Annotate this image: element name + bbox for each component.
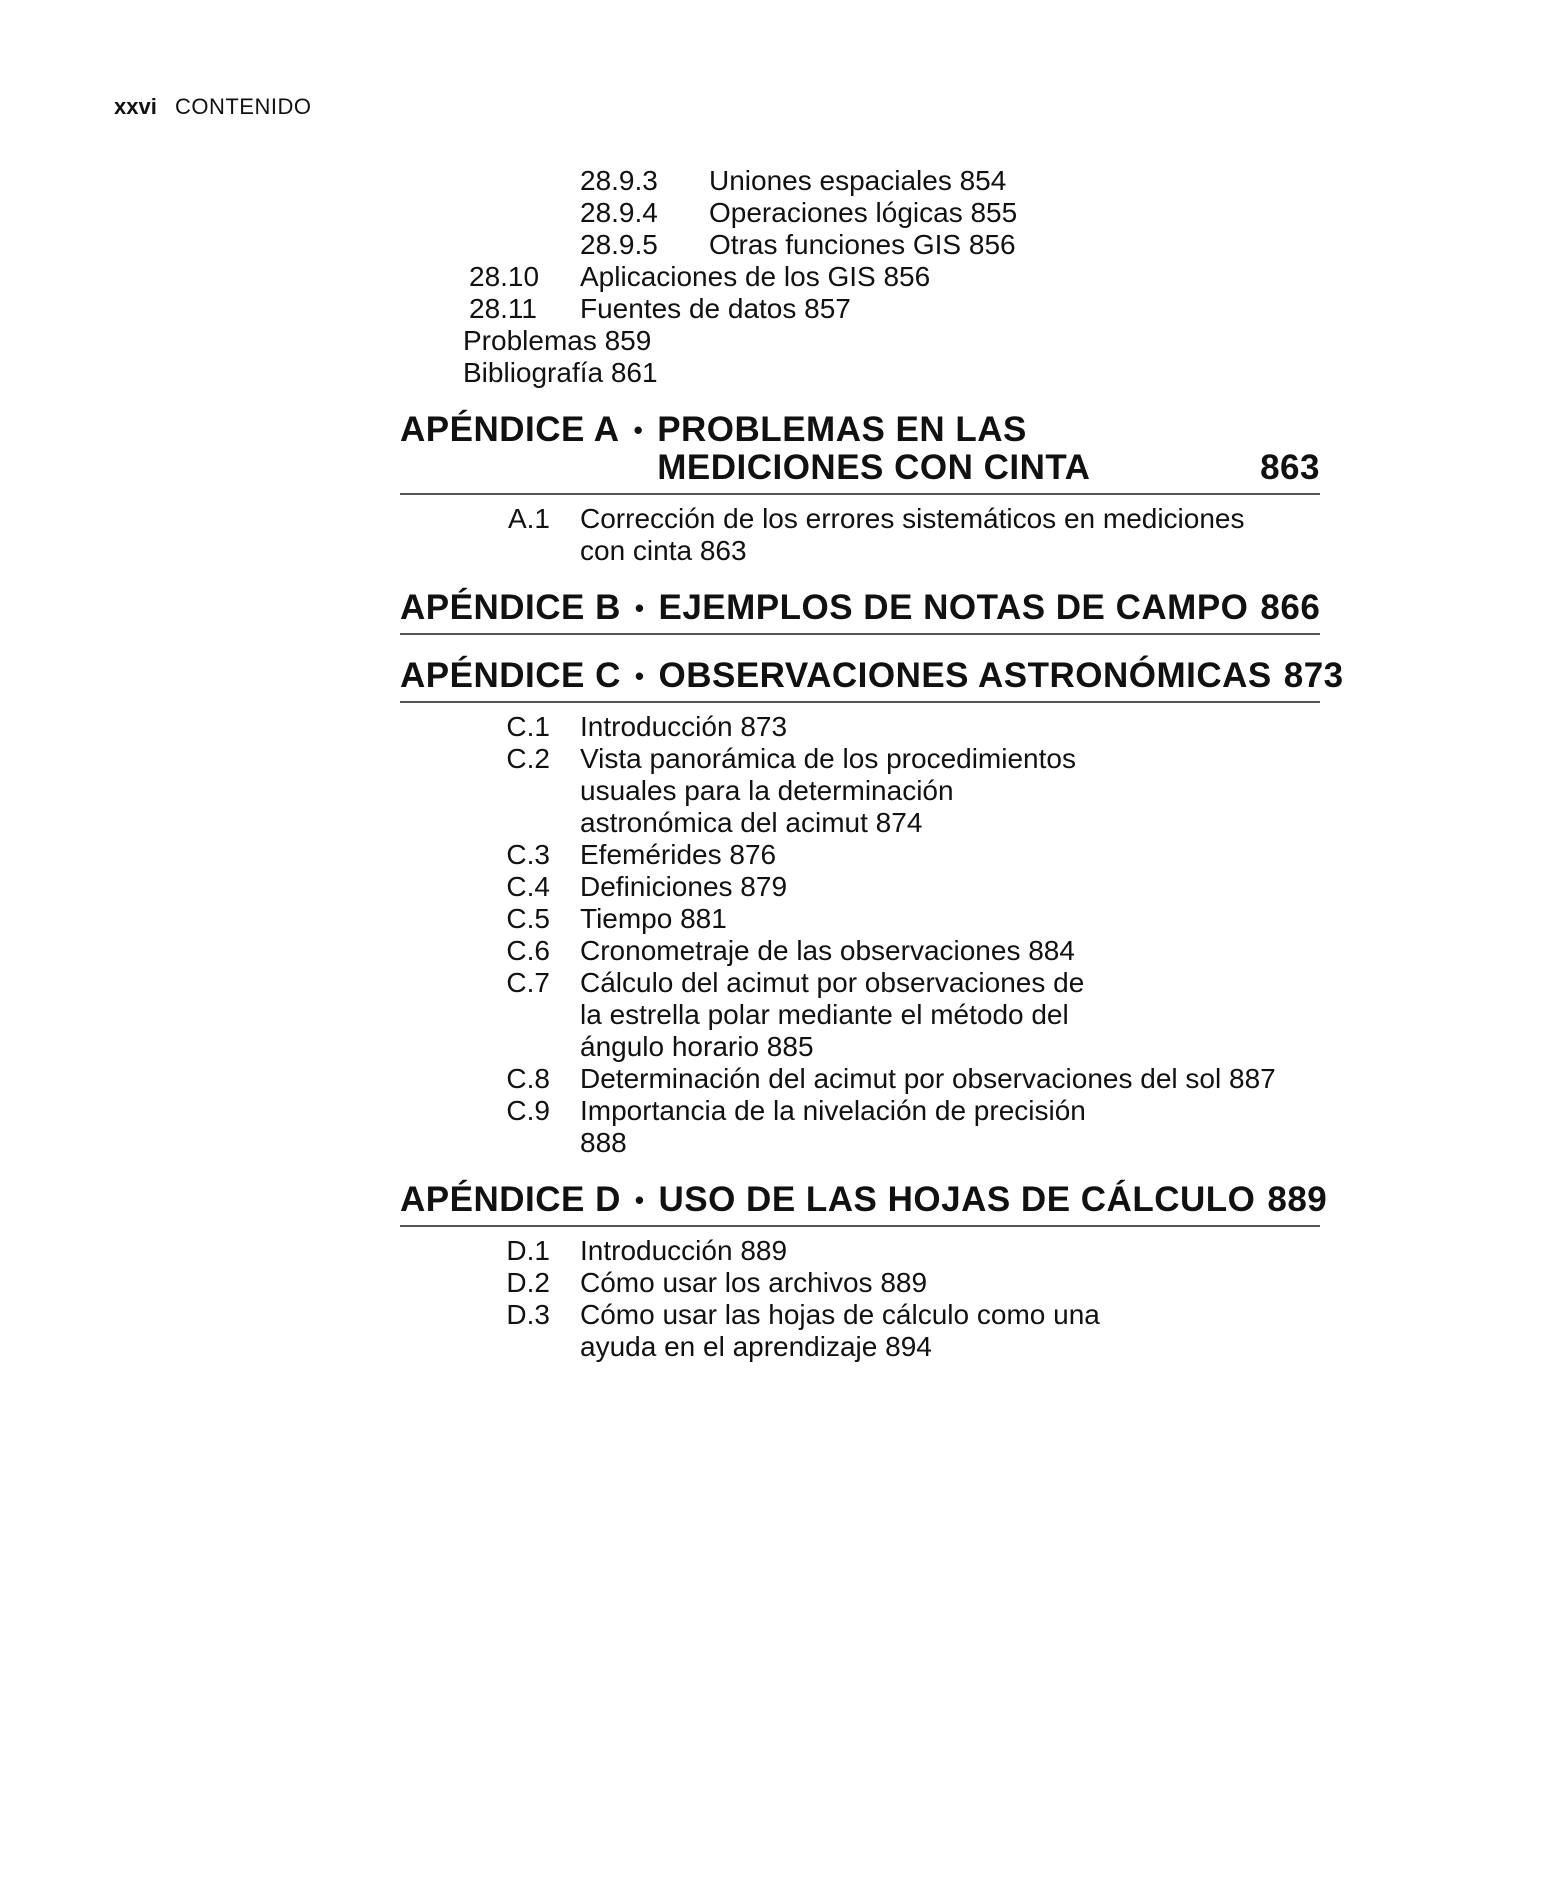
entry-number: D.2 xyxy=(506,1267,550,1298)
appendices-list xyxy=(400,410,1344,1363)
appendix-page: 866 xyxy=(1260,588,1321,627)
toc-entry xyxy=(400,1095,1320,1159)
toc-entry xyxy=(400,1235,1320,1267)
toc-entry xyxy=(400,711,1320,743)
appendix-entries xyxy=(400,1235,1320,1363)
appendix-label: APÉNDICE D xyxy=(400,1180,621,1219)
entry-number: 28.9.4 xyxy=(580,197,658,228)
entry-text: Efemérides 876 xyxy=(580,839,777,870)
toc-entry xyxy=(400,1299,1320,1363)
appendix-heading-line xyxy=(400,449,1320,487)
entry-number: A.1 xyxy=(507,503,550,534)
toc-entry xyxy=(400,743,1320,839)
toc-entry xyxy=(400,503,1320,567)
entry-text: Operaciones lógicas 855 xyxy=(709,197,1018,228)
entry-text: Aplicaciones de los GIS 856 xyxy=(580,261,931,292)
table-of-contents xyxy=(400,165,1344,1363)
page-number: xxvi xyxy=(114,94,157,119)
entry-text: Vista panorámica de los procedimientos usuales para la determinación astronómica del acimut 874 xyxy=(580,743,1076,838)
toc-entry xyxy=(400,935,1320,967)
bullet-icon: • xyxy=(634,1185,645,1215)
entry-text: Determinación del acimut por observaciones del sol 887 xyxy=(580,1063,1276,1094)
bullet-icon: • xyxy=(634,661,645,691)
entry-number: 28.9.5 xyxy=(580,229,658,260)
appendix-page: 873 xyxy=(1283,656,1344,695)
toc-entry xyxy=(400,1063,1320,1095)
entry-text: Cálculo del acimut por observaciones de la estrella polar mediante el método del ángulo horario 885 xyxy=(580,967,1085,1062)
entry-text: Introducción 873 xyxy=(580,711,788,742)
entry-number: D.1 xyxy=(506,1235,550,1266)
appendix-heading xyxy=(400,656,1344,703)
entry-number: C.8 xyxy=(506,1063,550,1094)
entry-text: Fuentes de datos 857 xyxy=(580,293,851,324)
entry-number: C.1 xyxy=(506,711,550,742)
entry-text: Importancia de la nivelación de precisión 888 xyxy=(580,1095,1086,1158)
bullet-icon: • xyxy=(634,593,645,623)
entry-number: C.9 xyxy=(506,1095,550,1126)
entry-text: Cronometraje de las observaciones 884 xyxy=(580,935,1075,966)
toc-entry xyxy=(400,903,1320,935)
appendix-title: OBSERVACIONES ASTRONÓMICAS xyxy=(658,656,1272,695)
entry-text: Otras funciones GIS 856 xyxy=(709,229,1016,260)
toc-entry xyxy=(400,197,1320,229)
appendix-heading-line xyxy=(400,589,1320,627)
toc-entry xyxy=(400,871,1320,903)
entry-number: C.6 xyxy=(506,935,550,966)
entry-number: 28.11 xyxy=(469,293,537,324)
appendix-heading-line xyxy=(400,1180,1328,1219)
entry-text: Bibliografía 861 xyxy=(463,357,658,388)
entry-text: Introducción 889 xyxy=(580,1235,788,1266)
appendix-heading xyxy=(400,589,1320,635)
appendix-label: APÉNDICE B xyxy=(400,588,621,627)
entry-text: Problemas 859 xyxy=(463,325,652,356)
entry-text: Tiempo 881 xyxy=(580,903,727,934)
appendix-title: EJEMPLOS DE NOTAS DE CAMPO xyxy=(658,588,1249,627)
entry-number: C.2 xyxy=(506,743,550,774)
section-title: CONTENIDO xyxy=(174,94,312,119)
appendix-heading xyxy=(400,411,1320,495)
entry-text: Corrección de los errores sistemáticos en mediciones con cinta 863 xyxy=(580,503,1245,566)
entry-text: Uniones espaciales 854 xyxy=(709,165,1007,196)
appendix-heading xyxy=(400,1180,1328,1227)
appendix-title: USO DE LAS HOJAS DE CÁLCULO xyxy=(658,1180,1256,1219)
entry-number: C.4 xyxy=(506,871,550,902)
appendix-entries xyxy=(400,503,1320,567)
appendix-label: APÉNDICE C xyxy=(400,656,621,695)
toc-entry xyxy=(400,293,1320,325)
running-head xyxy=(114,94,311,120)
appendix-d xyxy=(400,1180,1328,1363)
entry-text: Definiciones 879 xyxy=(580,871,788,902)
appendix-c xyxy=(400,656,1344,1159)
toc-entry xyxy=(400,967,1320,1063)
entry-number: D.3 xyxy=(506,1299,550,1330)
entry-text: Cómo usar los archivos 889 xyxy=(580,1267,928,1298)
toc-entry xyxy=(400,229,1320,261)
entry-number: C.3 xyxy=(506,839,550,870)
leading-entries xyxy=(400,165,1320,389)
bullet-icon: • xyxy=(633,415,644,445)
appendix-entries xyxy=(400,711,1320,1159)
appendix-title: MEDICIONES CON CINTA xyxy=(657,448,1091,487)
toc-entry xyxy=(400,261,1320,293)
toc-entry xyxy=(400,1267,1320,1299)
toc-entry xyxy=(400,165,1320,197)
entry-number: C.5 xyxy=(506,903,550,934)
appendix-heading-line xyxy=(400,411,1320,449)
appendix-page: 863 xyxy=(1260,448,1320,487)
appendix-b xyxy=(400,589,1320,635)
toc-entry xyxy=(400,357,1320,389)
toc-entry xyxy=(400,325,1320,357)
entry-number: C.7 xyxy=(506,967,550,998)
appendix-label: APÉNDICE A xyxy=(400,410,620,449)
toc-entry xyxy=(400,839,1320,871)
appendix-page: 889 xyxy=(1267,1180,1328,1219)
entry-text: Cómo usar las hojas de cálculo como una ayuda en el aprendizaje 894 xyxy=(580,1299,1100,1362)
appendix-title: PROBLEMAS EN LAS xyxy=(657,410,1027,449)
entry-number: 28.10 xyxy=(469,261,540,292)
entry-number: 28.9.3 xyxy=(580,165,658,196)
appendix-a xyxy=(400,411,1320,567)
appendix-heading-line xyxy=(400,656,1344,695)
